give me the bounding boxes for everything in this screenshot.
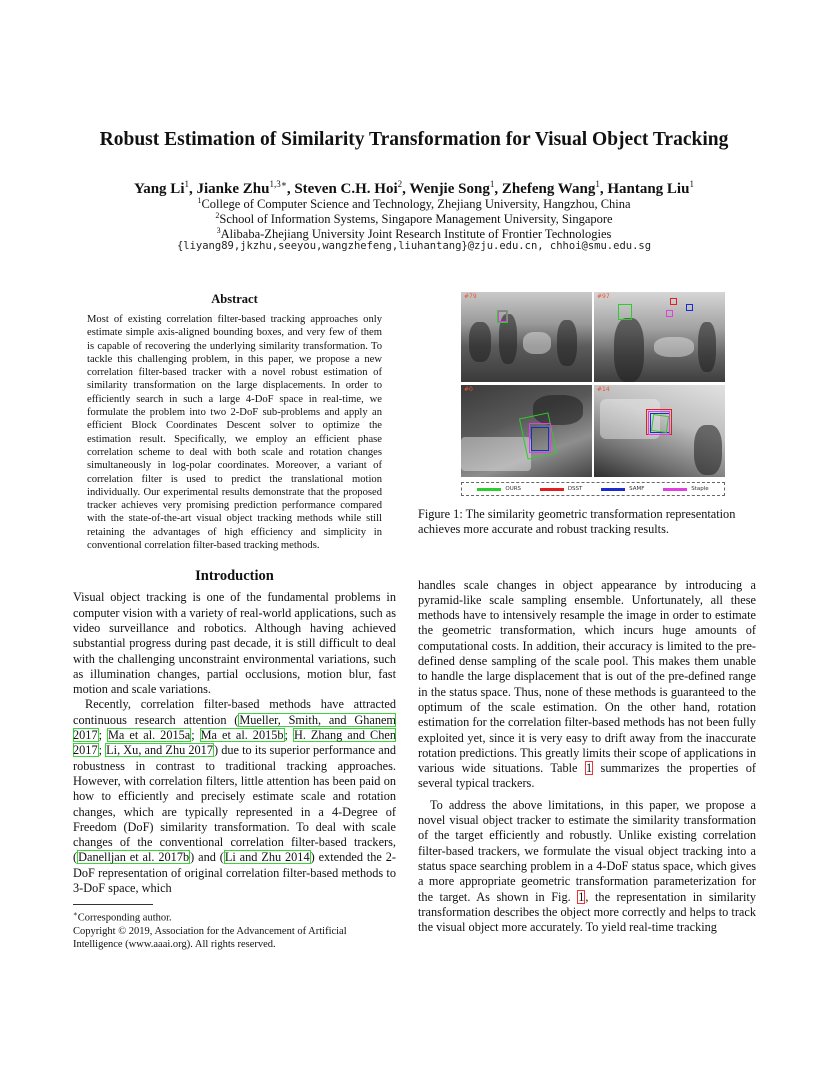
author: Zhefeng Wang$^1$ [501,179,600,197]
introduction-heading: Introduction [195,568,274,585]
legend-swatch [540,488,564,491]
affiliation: $^3$Alibaba-Zhejiang University Joint Research Institute of Frontier Technologies [216,226,612,242]
table-ref-link[interactable]: 1 [585,761,593,776]
intro-paragraph-3: handles scale changes in object appearance by introducing a pyramid-like scale sampling ensemble. Unfortunately, all these methods have to intensively resample the image in order to estimate the geometric transformation, which incurs huge amounts of computational costs. In addition, their accuracy is limited to the pre-defined dense sampling of the scale pool. This makes them unable to handle the large displacement that is out of the pre-defined range in the status space. Thus, none of these methods is guaranteed to the optimum of the scale estimation. On the other hand, rotation estimation for the correlation filter-based methods has not been fully exploited yet, since it is very easy to drift away from the inaccurate rotation predictions. This greatly limits their scope of applications in various wide situations. Table 1 summarizes the properties of several typical trackers. [418,577,756,791]
legend-swatch [663,488,687,491]
ours-box [618,304,632,320]
samf-box [531,427,549,451]
author: Jianke Zhu$^{1,3∗}$ [196,179,287,197]
frame-number: #0 [464,386,473,393]
affiliation: $^2$School of Information Systems, Singapore Management University, Singapore [215,211,613,227]
dsst-box [670,298,677,305]
tracking-frame [461,292,592,382]
author: Hantang Liu$^1$ [607,179,694,197]
samf-box [686,304,693,311]
affiliation: $^1$College of Computer Science and Technology, Zhejiang University, Hangzhou, China [197,196,631,212]
intro-paragraph-1: Visual object tracking is one of the fundamental problems in computer vision with a variety of real-world applications, such as video surveillance and robotics. Although having achieved substantial progress during past decade, it is still difficult to deal with the challenging unconstraint environmental variations, such as illumination changes, partial occlusions, motion blur, fast motion and scale variations. [73,590,396,697]
figure-1 [461,292,725,496]
legend-item: DSST [540,486,583,492]
citation-link[interactable]: Ma et al. 2015b [200,728,284,743]
tracking-frame [594,292,725,382]
staple-box [648,411,670,435]
citation-link[interactable]: Ma et al. 2015a [108,728,191,743]
figure-legend [461,482,725,496]
author: Steven C.H. Hoi$^2$ [294,179,403,197]
frame-number: #79 [464,293,477,300]
author: Yang Li$^1$ [134,179,189,197]
staple-box [666,310,673,317]
paper-title: Robust Estimation of Similarity Transformation for Visual Object Tracking [99,129,729,150]
legend-swatch [477,488,501,491]
legend-item: OURS [477,486,521,492]
intro-paragraph-4: To address the above limitations, in this paper, we propose a novel visual object tracker to estimate the similarity transformation of the target efficiently and robustly. Unlike existing correlation filter-based trackers, we formulate the visual object tracking into a status space searching problem in a 4-DoF status space, which gives a more appropriate geometric transformation parameterization for the target. As shown in Fig. 1, the representation in similarity transformation describes the object more correctly and helps to track the visual object more accurately. To yield real-time tracking [418,797,756,935]
citation-link[interactable]: Mueller, Smith, and Ghanem 2017 [73,712,396,743]
left-column [73,292,396,951]
abstract-text: Most of existing correlation filter-based tracking approaches only estimate simple axis-aligned bounding boxes, and very few of them is capable of recovering the underlying similarity transformation. To tackle this challenging problem, in this paper, we propose a new correlation filter-based tracker with a novel robust estimation of similarity transformation on the large displacements. In order to efficiently search in such a large 4-DoF space in real-time, we formulate the problem into two 2-DoF sub-problems and apply an efficient Block Coordinates Descent solver to optimize the estimation result. Specifically, we employ an efficient phase correlation scheme to deal with both scale and rotation changes simultaneously in log-polar coordinates. Moreover, a variant of correlation filter is used to predict the translational motion individually. Our experimental results demonstrate that the proposed tracker achieves very promising prediction performance compared with the state-of-the-art visual object tracking methods while still retaining the advantages of high efficiency and simplicity in conventional correlation filter-based tracking methods. [87,314,382,552]
figure-caption: Figure 1: The similarity geometric transformation representation achieves more accurate and robust tracking results. [418,507,736,537]
tracking-frame [461,385,592,477]
copyright-notice: Copyright © 2019, Association for the Advancement of Artificial Intelligence (www.aaai.org). All rights reserved. [73,925,347,950]
right-column [418,288,756,935]
author-list: Yang Li$^1$, Jianke Zhu$^{1,3∗}$, Steven C.H. Hoi$^2$, Wenjie Song$^1$, Zhefeng Wang$^1$, Hantang Liu$^1$ [134,179,694,197]
author-emails: {liyang89,jkzhu,seeyou,wangzhefeng,liuhantang}@zju.edu.cn, chhoi@smu.edu.sg [176,240,652,252]
frame-number: #14 [597,386,610,393]
citation-link[interactable]: H. Zhang and Chen 2017 [73,728,396,758]
intro-paragraph-2: Recently, correlation filter-based methods have attracted continuous research attention (Mueller, Smith, and Ghanem 2017; Ma et al. 2015a; Ma et al. 2015b; H. Zhang and Chen 2017; Li, Xu, and Zhu 2017) due to its superior performance and robustness in contrast to traditional tracking approaches. However, with correlation filters, little attention has been paid on how to efficiently and precisely estimate scale and rotation changes, which are typically represented in a 4-Degree of Freedom (DoF) similarity transformation. To deal with scale changes of the conventional correlation filter-based trackers, (Danelljan et al. 2017b) and (Li and Zhu 2014) extended the 2-DoF representation of original correlation filter-based methods to 3-DoF space, which [73,697,397,895]
citation-link[interactable]: Li and Zhu 2014 [224,850,310,865]
citation-link[interactable]: Danelljan et al. 2017b [78,850,190,865]
author: Wenjie Song$^1$ [409,179,495,197]
staple-box [498,311,507,322]
frame-number: #97 [597,293,610,300]
legend-item: Staple [663,486,708,492]
footnote-corresponding: ∗Corresponding author. [73,910,172,924]
footnote-divider [73,904,153,905]
figure-ref-link[interactable]: 1 [578,889,585,904]
legend-swatch [601,488,625,491]
legend-item: SAMF [601,486,644,492]
citation-link[interactable]: Li, Xu, and Zhu 2017 [106,743,213,758]
tracking-frame [594,385,725,477]
abstract-heading: Abstract [211,292,258,306]
